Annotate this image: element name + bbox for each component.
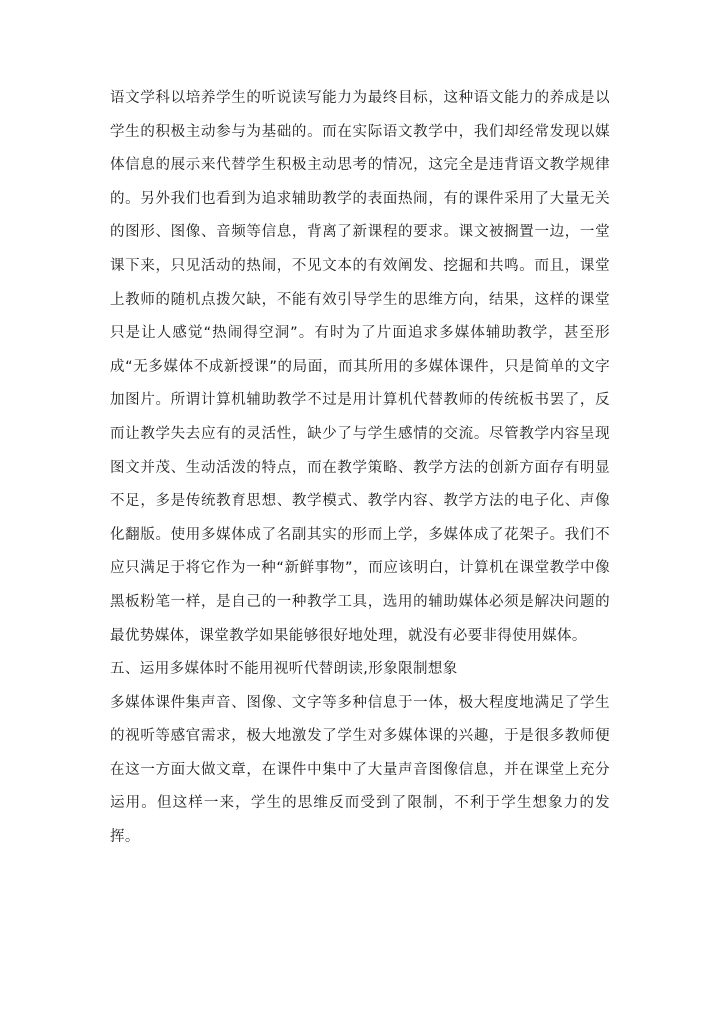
document-body bbox=[110, 82, 610, 855]
body-paragraph-2: 多媒体课件集声音、图像、文字等多种信息于一体，极大程度地满足了学生的视听等感官需求，极大地激发了学生对多媒体课的兴趣，于是很多教师便在这一方面大做文章，在课件中集中了大量声音图像信息，并在课堂上充分运用。但这样一来，学生的思维反而受到了限制，不利于学生想象力的发挥。 bbox=[110, 694, 610, 846]
body-paragraph-1: 语文学科以培养学生的听说读写能力为最终目标，这种语文能力的养成是以学生的积极主动参与为基础的。而在实际语文教学中，我们却经常发现以媒体信息的展示来代替学生积极主动思考的情况，这完全是违背语文教学规律的。另外我们也看到为追求辅助教学的表面热闹，有的课件采用了大量无关的图形、图像、音频等信息，背离了新课程的要求。课文被搁置一边，一堂课下来，只见活动的热闹，不见文本的有效阐发、挖掘和共鸣。而且，课堂上教师的随机点拨欠缺，不能有效引导学生的思维方向，结果，这样的课堂只是让人感觉“热闹得空洞”。有时为了片面追求多媒体辅助教学，甚至形成“无多媒体不成新授课”的局面，而其所用的多媒体课件，只是简单的文字加图片。所谓计算机辅助教学不过是用计算机代替教师的传统板书罢了，反而让教学失去应有的灵活性，缺少了与学生感情的交流。尽管教学内容呈现图文并茂、生动活泼的特点，而在教学策略、教学方法的创新方面存有明显不足，多是传统教育思想、教学模式、教学内容、教学方法的电子化、声像化翻版。使用多媒体成了名副其实的形而上学，多媒体成了花架子。我们不应只满足于将它作为一种“新鲜事物”，而应该明白，计算机在课堂教学中像黑板粉笔一样，是自己的一种教学工具，选用的辅助媒体必须是解决问题的最优势媒体，课堂教学如果能够很好地处理，就没有必要非得使用媒体。 bbox=[110, 90, 610, 644]
section-heading: 五、运用多媒体时不能用视听代替朗读,形象限制想象 bbox=[110, 661, 458, 678]
